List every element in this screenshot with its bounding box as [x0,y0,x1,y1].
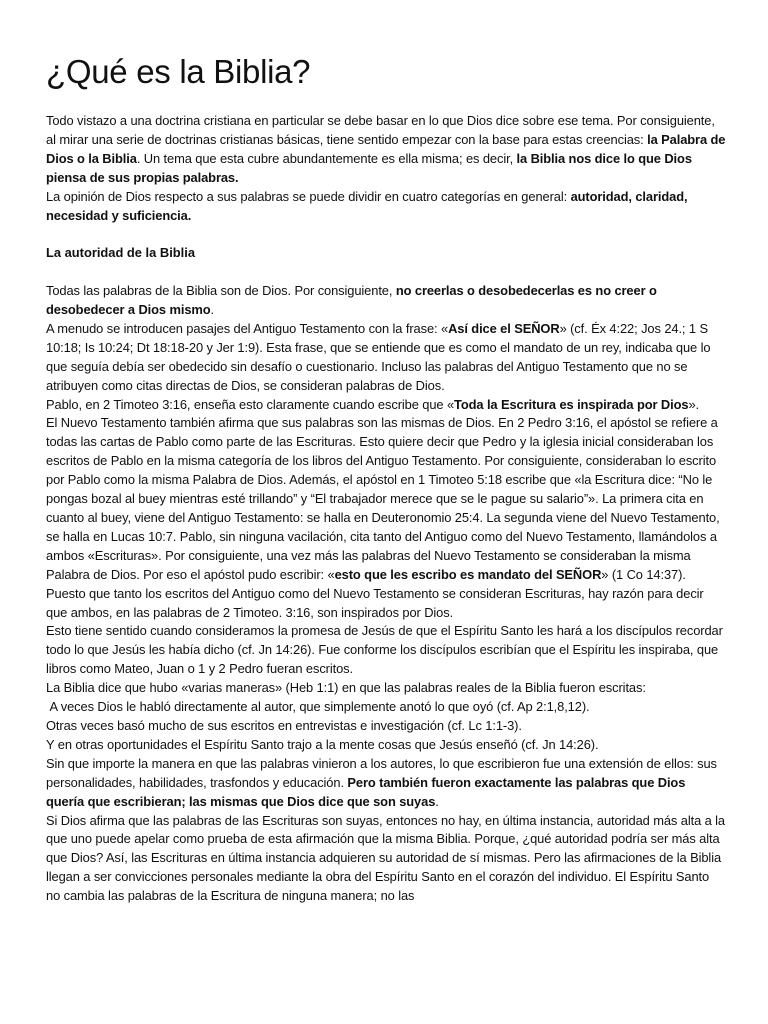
paragraph-2 [46,320,726,396]
bold-run: Pero también fueron exactamente las palabras que Dios quería que escribieran; las mismas que Dios dice que son suyas [46,774,686,809]
text-run: . [210,302,215,318]
bold-run: esto que les escribo es mandato del SEÑOR [334,566,602,582]
bold-run: no creerlas o desobedecerlas es no creer o desobedecer a Dios mismo [46,283,657,318]
bold-run: la Biblia nos dice lo que Dios piensa de sus propias palabras. [46,150,692,185]
paragraph-3 [46,396,726,415]
paragraph-7: La Biblia dice que hubo «varias maneras» (Heb 1:1) en que las palabras reales de la Biblia fueron escritas: [46,680,646,696]
intro-paragraph-2 [46,188,726,226]
text-run: Todo vistazo a una doctrina cristiana en particular se debe basar en lo que Dios dice sobre ese tema. Por consiguiente, al mirar una serie de doctrinas cristianas básicas, tiene sentido empezar con la base para estas creencias: [46,113,715,147]
text-run: » (cf. Éx 4:22; Jos 24.; 1 S 10:18; Is 10:24; Dt 18:18-20 y Jer 1:9). Esta frase, que se entiende que es como el mandato de un rey, indicaba que lo que seguía debía ser obedecido sin desafío o cuestionario. Incluso las palabras del Antiguo Testamento que no se atribuyen como citas directas de Dios, se consideran palabras de Dios. [46,320,711,393]
text-run: » (1 Co 14:37). [601,566,686,582]
text-run: . [435,793,439,809]
paragraph-11 [46,755,726,812]
paragraph-10: Y en otras oportunidades el Espíritu Santo trajo a la mente cosas que Jesús enseñó (cf. Jn 14:26). [46,736,599,752]
text-run: . Un tema que esta cubre abundantemente es ella misma; es decir, [136,150,517,166]
paragraph-12: Si Dios afirma que las palabras de las Escrituras son suyas, entonces no hay, en última instancia, autoridad más alta a la que uno puede apelar como prueba de esta afirmación que la misma Biblia. Porque, ¿qué autoridad podría ser más alta que Dios? Así, las Escrituras en última instancia adquieren su autoridad de sí mismas. Pero las afirmaciones de la Biblia llegan a ser convicciones personales mediante la obra del Espíritu Santo en el corazón del individuo. El Espíritu Santo no cambia las palabras de la Escritura de ninguna manera; no las [46,812,726,904]
text-run: ». [688,396,700,412]
bold-run: la Palabra de Dios o la Biblia [46,131,726,166]
text-run: A menudo se introducen pasajes del Antiguo Testamento con la frase: « [46,320,449,336]
document-page [46,52,726,906]
spacer [46,263,726,282]
text-run: Sin que importe la manera en que las palabras vinieron a los autores, lo que escribieron fue una extensión de ellos: sus personalidades, habilidades, trasfondos y educación. [46,755,717,790]
text-run: Todas las palabras de la Biblia son de Dios. Por consiguiente, [46,283,396,299]
paragraph-5: Puesto que tanto los escritos del Antiguo como del Nuevo Testamento se consideran Escrituras, hay razón para decir que ambos, en las palabras de 2 Timoteo. 3:16, son inspirados por Dios. [46,585,704,620]
paragraph-8: A veces Dios le habló directamente al autor, que simplemente anotó lo que oyó (cf. Ap 2:1,8,12). [46,699,590,715]
bold-run: autoridad, claridad, necesidad y suficiencia. [46,188,688,223]
text-run: El Nuevo Testamento también afirma que sus palabras son las mismas de Dios. En 2 Pedro 3:16, el apóstol se refiere a todas las cartas de Pablo como parte de las Escrituras. Esto quiere decir que Pedro y la iglesia inicial consideraban los escritos de Pablo en la misma categoría de los libros del Antiguo Testamento. Por consiguiente, consideraban lo escrito por Pablo como la misma Palabra de Dios. Además, el apóstol en 1 Timoteo 5:18 escribe que «la Escritura dice: “No le pongas bozal al buey mientras esté trillando” y “El trabajador merece que se le pague su salario”». La primera cita en cuanto al buey, viene del Antiguo Testamento: se halla en Deuteronomio 25:4. La segunda viene del Nuevo Testamento, se halla en Lucas 10:7. Pablo, sin ninguna vacilación, cita tanto del Antiguo como del Nuevo Testamento, llamándolos a ambos «Escrituras». Por consiguiente, una vez más las palabras del Nuevo Testamento se consideraban la misma Palabra de Dios. Por eso el apóstol pudo escribir: « [46,415,720,582]
paragraph-1 [46,282,726,320]
text-run: Pablo, en 2 Timoteo 3:16, enseña esto claramente cuando escribe que « [46,396,455,412]
bold-run: Así dice el SEÑOR [448,320,560,336]
spacer [46,225,726,244]
intro-paragraph-1 [46,112,726,188]
bold-run: Toda la Escritura es inspirada por Dios [454,396,689,412]
section-heading: La autoridad de la Biblia [46,245,195,261]
paragraph-6: Esto tiene sentido cuando consideramos la promesa de Jesús de que el Espíritu Santo les hará a los discípulos recordar todo lo que Jesús les había dicho (cf. Jn 14:26). Fue conforme los discípulos escribían que el Espíritu les inspiraba, que libros como Mateo, Juan o 1 y 2 Pedro fueran escritos. [46,623,723,677]
paragraph-4 [46,414,726,584]
page-title: ¿Qué es la Biblia? [46,53,311,90]
paragraph-9: Otras veces basó mucho de sus escritos en entrevistas e investigación (cf. Lc 1:1-3). [46,717,522,733]
text-run: La opinión de Dios respecto a sus palabras se puede dividir en cuatro categorías en general: [46,188,571,204]
